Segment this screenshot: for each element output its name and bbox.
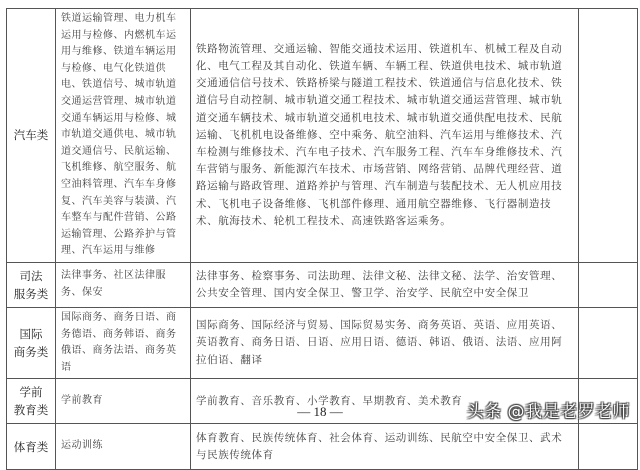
- table-row: [7, 424, 638, 470]
- remarks-cell: [579, 424, 638, 470]
- category-line: 服务类: [13, 286, 49, 301]
- higher-majors-cell: 法律事务、检察事务、司法助理、法律文秘、法律文秘、法学、治安管理、公共安全管理、国内安全保卫、警卫学、治安学、民航空中安全保卫: [191, 262, 579, 307]
- category-cell: [7, 307, 56, 378]
- higher-majors-cell: 学前教育、音乐教育、小学教育、早期教育、美术教育: [191, 379, 579, 424]
- watermark: 头条 @我是老罗老师: [466, 402, 630, 422]
- secondary-majors-cell: 法律事务、社区法律服务、保安: [56, 262, 191, 307]
- category-line: 教育类: [13, 403, 49, 418]
- table-row: [7, 9, 638, 263]
- category-line: 学前: [19, 385, 43, 400]
- category-cell: [7, 262, 56, 307]
- category-cell: 体育类: [7, 424, 56, 470]
- higher-majors-cell: 体育教育、民族传统体育、社会体育、运动训练、民航空中安全保卫、武术与民族传统体育: [191, 424, 579, 470]
- remarks-cell: [579, 262, 638, 307]
- secondary-majors-cell: 学前教育: [56, 379, 191, 424]
- remarks-cell: [579, 9, 638, 263]
- category-cell: 汽车类: [7, 9, 56, 263]
- secondary-majors-cell: 国际商务、商务日语、商务德语、商务韩语、商务俄语、商务法语、商务英语: [56, 307, 191, 378]
- page-number: — 18 —: [297, 404, 343, 419]
- category-line: 司法: [19, 268, 43, 283]
- table-row: [7, 262, 638, 307]
- higher-majors-cell: 国际商务、国际经济与贸易、国际贸易实务、商务英语、英语、应用英语、英语教育、商务日语、日语、应用日语、德语、韩语、俄语、法语、应用阿拉伯语、翻译: [191, 307, 579, 378]
- higher-majors-cell: 铁路物流管理、交通运输、智能交通技术运用、铁道机车、机械工程及自动化、电气工程及其自动化、铁道车辆、车辆工程、铁道供电技术、城市轨道交通通信信号技术、铁路桥梁与隧道工程技术、铁道通信与信息化技术、铁道信号自动控制、城市轨道交通工程技术、城市轨道交通运营管理、城市轨道交通车辆技术、城市轨道交通机电技术、城市轨道交通供配电技术、民航运输、飞机机电设备维修、空中乘务、航空油料、汽车运用与维修技术、汽车检测与维修技术、汽车电子技术、汽车服务工程、汽车车身维修技术、汽车营销与服务、新能源汽车技术、市场营销、网络营销、品牌代理经营、道路运输与路政管理、道路养护与管理、汽车制造与装配技术、无人机应用技术、飞机电子设备维修、飞机部件修理、通用航空器维修、飞行器制造技术、航海技术、轮机工程技术、高速铁路客运乘务。: [191, 9, 579, 263]
- secondary-majors-cell: 铁道运输管理、电力机车运用与检修、内燃机车运用与维修、铁道车辆运用与检修、电气化铁道供电、铁道信号、城市轨道交通运营管理、城市轨道交通车辆运用与检修、城市轨道交通供电、城市轨道交通信号、民航运输、飞机维修、航空服务、航空油料管理、汽车车身修复、汽车美容与装潢、汽车整车与配件营销、公路运输管理、公路养护与管理、汽车运用与维修: [56, 9, 191, 263]
- category-line: 国际: [19, 327, 43, 342]
- category-line: 商务类: [13, 345, 49, 360]
- remarks-cell: [579, 307, 638, 378]
- secondary-majors-cell: 运动训练: [56, 424, 191, 470]
- table-row: [7, 307, 638, 378]
